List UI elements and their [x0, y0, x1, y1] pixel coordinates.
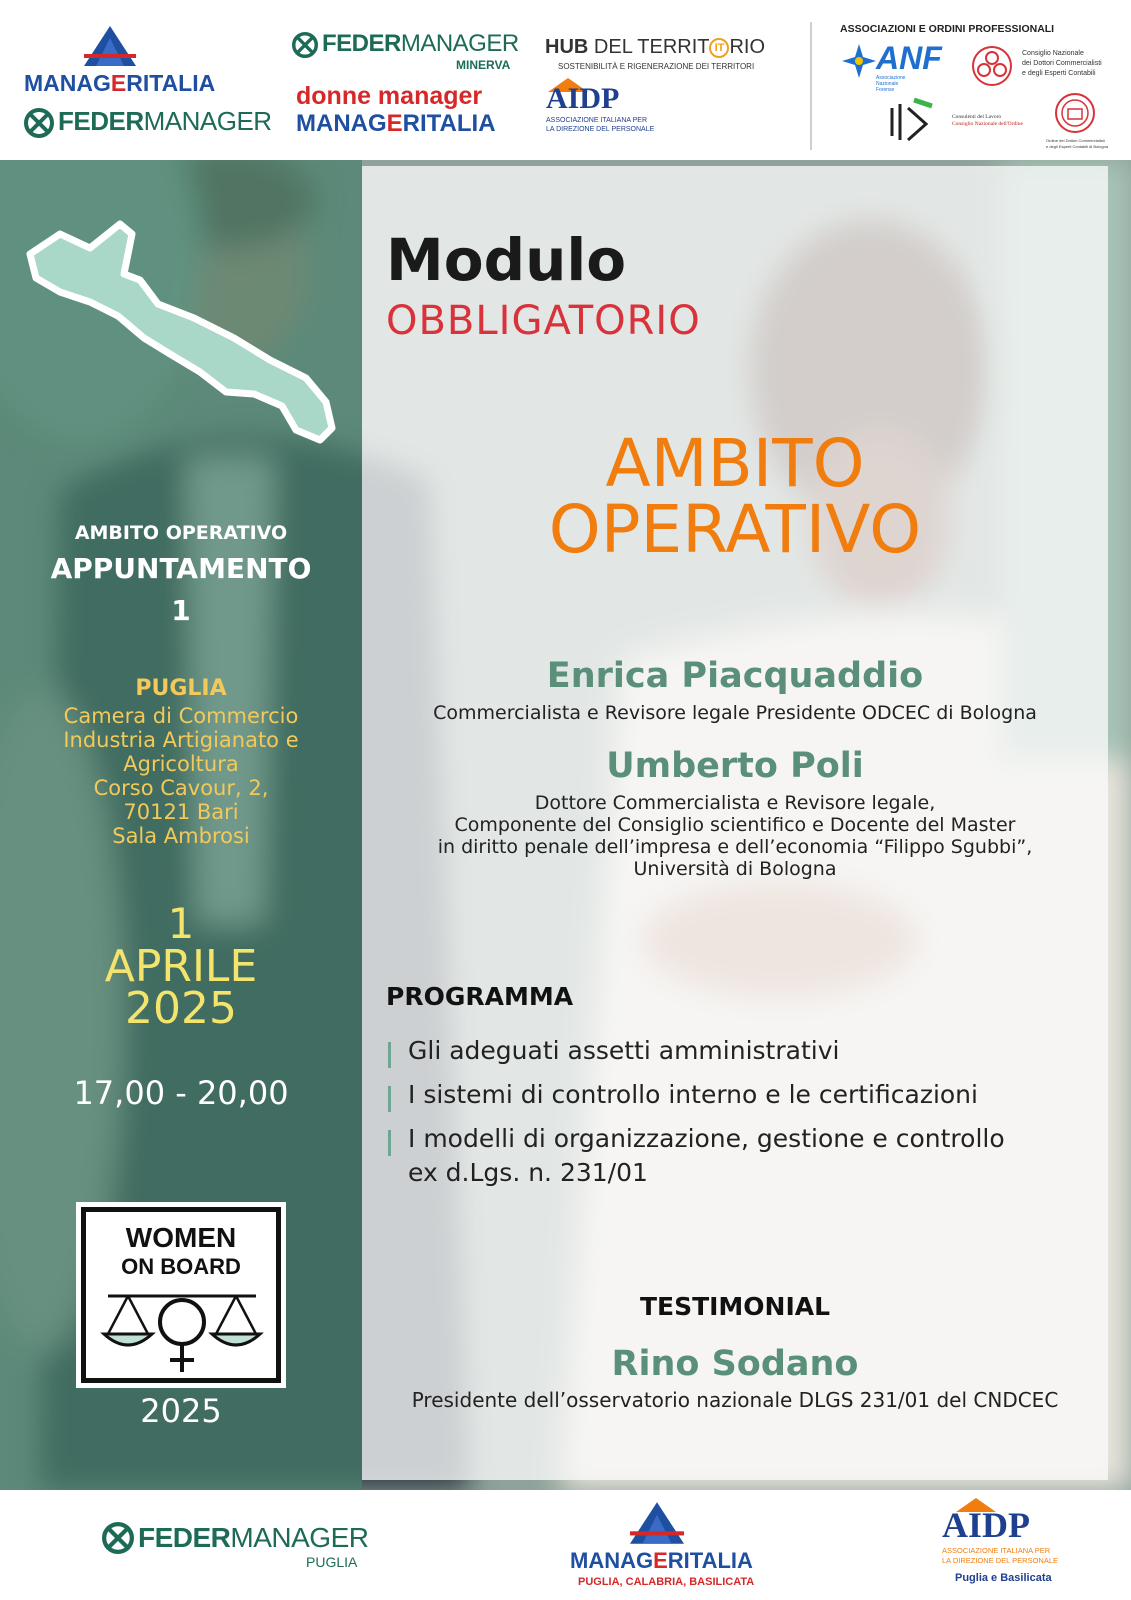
- event-time: 17,00 - 20,00: [73, 1074, 289, 1112]
- header-divider: [810, 22, 812, 150]
- venue-line: Industria Artigianato e: [63, 728, 299, 752]
- manageritalia-post: RITALIA: [126, 70, 216, 96]
- cndcec-line3: e degli Esperti Contabili: [1022, 70, 1096, 77]
- federmanager-logo: [58, 106, 272, 137]
- manageritalia-logo: [24, 70, 215, 97]
- speaker-role: in diritto penale dell’impresa e dell’economia “Filippo Sgubbi”,: [437, 836, 1033, 858]
- federmanager-knot-icon: [24, 108, 54, 138]
- date-year: 2025: [125, 983, 237, 1034]
- cndcec-line1: Consiglio Nazionale: [1022, 50, 1084, 57]
- left-ambito-label: AMBITO OPERATIVO: [74, 522, 288, 544]
- bullet-bar: [386, 1128, 396, 1156]
- left-appuntamento: APPUNTAMENTO: [50, 552, 312, 585]
- anf-sub2: Nazionale: [876, 81, 899, 87]
- header-logos-bar: [0, 0, 1131, 160]
- donne-manager-manageritalia: [296, 110, 496, 138]
- aidp-footer-sub2: LA DIREZIONE DEL PERSONALE: [942, 1556, 1059, 1565]
- testimonial-name: Rino Sodano: [611, 1344, 859, 1384]
- hub-territorio-logo: [545, 36, 765, 59]
- left-appuntamento-number: 1: [171, 594, 191, 627]
- donne-manager-text: donne manager: [296, 82, 483, 110]
- aidp-footer-logo: AIDP: [942, 1505, 1030, 1545]
- manageritalia-footer-sub: PUGLIA, CALABRIA, BASILICATA: [578, 1576, 755, 1588]
- anf-star-icon: [842, 44, 876, 78]
- programma-title: PROGRAMMA: [386, 982, 574, 1011]
- venue-line: Agricoltura: [123, 752, 239, 776]
- women-on-board-badge: [76, 1202, 286, 1388]
- federmanager-minerva-sub: MINERVA: [456, 58, 511, 72]
- puglia-region-map-icon: [20, 214, 340, 454]
- date-month: APRILE: [104, 941, 258, 992]
- programma-item-cont: ex d.Lgs. n. 231/01: [408, 1158, 648, 1187]
- federmanager-footer-bold: FEDER: [138, 1522, 231, 1553]
- bullet-bar: [386, 1040, 396, 1068]
- consulenti-line1: Consulenti del Lavoro: [952, 114, 1002, 120]
- manageritalia-footer-post: RITALIA: [667, 1548, 753, 1573]
- aidp-header-sub2: LA DIREZIONE DEL PERSONALE: [546, 126, 655, 133]
- consulenti-line2: Consiglio Nazionale dell'Ordine: [952, 121, 1023, 127]
- wob-year: 2025: [140, 1392, 222, 1430]
- venue-line: 70121 Bari: [123, 800, 239, 824]
- programma-item: Gli adeguati assetti amministrativi: [408, 1036, 840, 1065]
- date-day: 1: [167, 899, 195, 948]
- modulo-title: Modulo: [386, 226, 627, 294]
- bullet-bar: [386, 1084, 396, 1112]
- hub-thin-pre: DEL TERRIT: [593, 36, 710, 58]
- odcec-line2: e degli Esperti Contabili di Bologna: [1046, 144, 1109, 149]
- scales-venus-icon: [98, 1284, 266, 1376]
- ambito-title-line2: OPERATIVO: [548, 491, 922, 568]
- cndcec-emblem-icon: [970, 44, 1014, 88]
- manageritalia-footer-o: E: [653, 1548, 668, 1573]
- anf-logo: ANF: [876, 40, 942, 76]
- odcec-bologna-emblem-icon: [1054, 92, 1096, 134]
- hub-territorio-sub: SOSTENIBILITÀ E RIGENERAZIONE DEI TERRITORI: [558, 62, 755, 71]
- anf-sub1: Associazione: [876, 75, 906, 81]
- hub-bold: HUB: [545, 36, 589, 58]
- donne-manager-mi-pre: MANAG: [296, 110, 387, 137]
- federmanager-thin: MANAGER: [143, 106, 272, 136]
- programma-item: I sistemi di controllo interno e le certificazioni: [408, 1080, 978, 1109]
- associazioni-title: ASSOCIAZIONI E ORDINI PROFESSIONALI: [840, 23, 1055, 35]
- venue-line: Corso Cavour, 2,: [93, 776, 269, 800]
- donne-manager-mi-post: RITALIA: [402, 110, 496, 137]
- anf-sub3: Forense: [876, 87, 895, 93]
- speaker-role: Università di Bologna: [633, 858, 837, 880]
- hub-circle-it: IT: [709, 38, 729, 58]
- speaker-role: Dottore Commercialista e Revisore legale,: [534, 792, 936, 814]
- speaker-name: Enrica Piacquaddio: [546, 656, 924, 696]
- consulenti-lavoro-icon: [888, 96, 940, 146]
- federmanager-bold: FEDER: [58, 106, 144, 136]
- ambito-title-line1: AMBITO: [605, 425, 865, 502]
- aidp-footer-sub3: Puglia e Basilicata: [955, 1572, 1052, 1584]
- left-region: PUGLIA: [135, 676, 227, 701]
- federmanager-minerva-thin: MANAGER: [400, 30, 519, 57]
- manageritalia-pre: MANAG: [24, 70, 111, 96]
- venue-line: Camera di Commercio: [63, 704, 299, 728]
- cndcec-line2: dei Dottori Commercialisti: [1022, 60, 1102, 67]
- federmanager-minerva-logo: [322, 30, 519, 58]
- manageritalia-footer-pre: MANAG: [570, 1548, 654, 1573]
- speaker-role: Componente del Consiglio scientifico e Docente del Master: [454, 814, 1016, 836]
- federmanager-minerva-knot-icon: [292, 32, 318, 58]
- odcec-line1: Ordine dei Dottori Commercialisti: [1046, 138, 1105, 143]
- footer-logos-bar: [0, 1490, 1131, 1600]
- obbligatorio-title: OBBLIGATORIO: [386, 298, 701, 344]
- manageritalia-o: E: [110, 70, 127, 96]
- aidp-footer-sub1: ASSOCIAZIONE ITALIANA PER: [942, 1546, 1051, 1555]
- left-venue: [0, 704, 362, 848]
- aidp-header-logo: AIDP: [546, 82, 620, 115]
- speaker-role: Commercialista e Revisore legale Presidente ODCEC di Bologna: [433, 702, 1037, 724]
- federmanager-footer-sub: PUGLIA: [306, 1554, 358, 1570]
- federmanager-footer-thin: MANAGER: [230, 1522, 369, 1553]
- federmanager-footer-logo: [138, 1522, 368, 1554]
- programma-item: I modelli di organizzazione, gestione e controllo: [408, 1124, 1005, 1153]
- testimonial-title: TESTIMONIAL: [639, 1292, 831, 1321]
- venue-line: Sala Ambrosi: [112, 824, 250, 848]
- manageritalia-triangle-icon: [84, 26, 136, 66]
- speaker-name: Umberto Poli: [606, 746, 864, 786]
- main-poster-area: [0, 160, 1131, 1490]
- testimonial-role: Presidente dell’osservatorio nazionale DLGS 231/01 del CNDCEC: [411, 1388, 1059, 1412]
- hub-thin-post: RIO: [729, 36, 766, 58]
- aidp-header-sub1: ASSOCIAZIONE ITALIANA PER: [546, 117, 648, 124]
- manageritalia-footer-triangle-icon: [630, 1502, 684, 1544]
- manageritalia-footer-logo: [570, 1548, 753, 1574]
- federmanager-footer-knot-icon: [102, 1522, 134, 1554]
- federmanager-minerva-bold: FEDER: [322, 30, 401, 57]
- wob-line2: ON BOARD: [121, 1254, 241, 1279]
- wob-line1: WOMEN: [125, 1222, 237, 1253]
- donne-manager-mi-o: E: [386, 110, 403, 137]
